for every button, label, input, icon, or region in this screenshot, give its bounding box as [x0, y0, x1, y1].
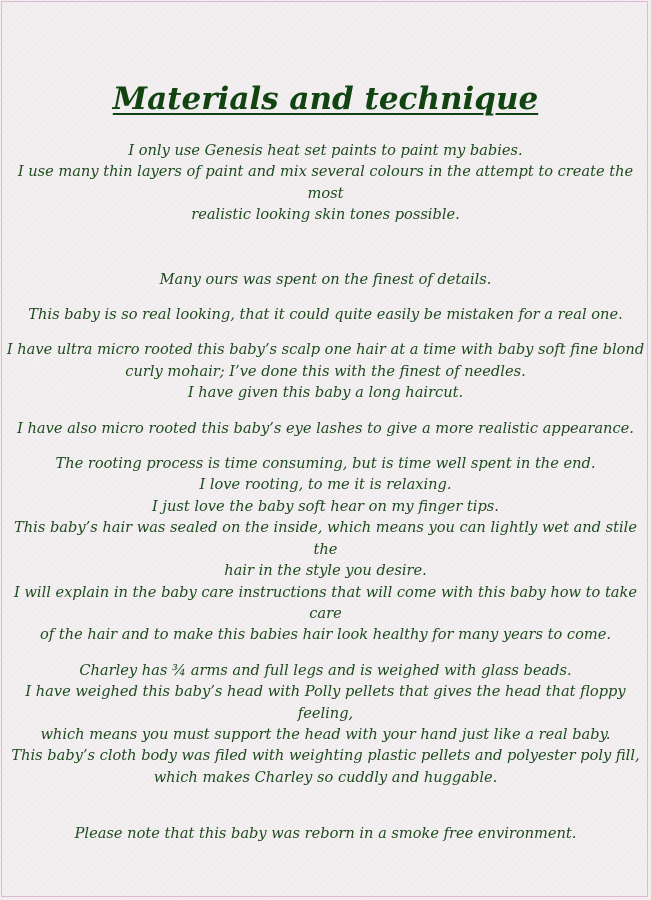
paragraph-line: I use many thin layers of paint and mix several colours in the attempt to create the most: [17, 163, 634, 202]
realism-paragraph: [6, 304, 645, 325]
paragraph-line: The rooting process is time consuming, but is time well spent in the end.: [55, 455, 596, 473]
page-title: Materials and technique: [112, 81, 539, 117]
paragraph-line: I just love the baby soft hear on my finger tips.: [152, 497, 499, 515]
paragraph-line: I have also micro rooted this baby’s eye lashes to give a more realistic appearance.: [17, 419, 634, 437]
scalp-rooting-paragraph: [6, 339, 645, 403]
rooting-process-paragraph: [6, 453, 645, 646]
paragraph-line: I only use Genesis heat set paints to paint my babies.: [128, 142, 523, 159]
body-weighting-paragraph: [6, 660, 645, 788]
document-body: [6, 0, 645, 845]
paragraph-line: which means you must support the head with your hand just like a real baby.: [40, 725, 611, 743]
paragraph-line: I love rooting, to me it is relaxing.: [199, 476, 452, 494]
paragraph-line: Charley has ¾ arms and full legs and is weighed with glass beads.: [79, 661, 572, 679]
paragraph-line: curly mohair; I’ve done this with the finest of needles.: [125, 362, 526, 380]
paragraph-line: Many ours was spent on the finest of details.: [159, 270, 492, 288]
smoke-free-note: [6, 823, 645, 844]
paragraph-line: I have weighed this baby’s head with Polly pellets that gives the head that floppy feeling,: [25, 683, 626, 722]
details-paragraph: [6, 269, 645, 290]
paragraph-line: This baby is so real looking, that it could quite easily be mistaken for a real one.: [28, 306, 623, 324]
paragraph-line: I will explain in the baby care instructions that will come with this baby how to take care: [14, 583, 637, 622]
paints-paragraph: [6, 140, 645, 226]
paragraph-line: This baby’s hair was sealed on the inside, which means you can lightly wet and stile the: [14, 519, 637, 558]
paragraph-line: This baby’s cloth body was filed with weighting plastic pellets and polyester poly fill,: [11, 747, 640, 765]
eyelash-paragraph: [6, 418, 645, 439]
paragraph-line: realistic looking skin tones possible.: [191, 206, 460, 224]
paragraph-line: Please note that this baby was reborn in a smoke free environment.: [74, 825, 577, 843]
paragraph-line: I have given this baby a long haircut.: [187, 384, 464, 402]
paragraph-line: hair in the style you desire.: [224, 562, 427, 580]
paragraph-line: of the hair and to make this babies hair look healthy for many years to come.: [40, 626, 611, 644]
paragraph-line: which makes Charley so cuddly and huggable.: [153, 768, 498, 786]
paragraph-line: I have ultra micro rooted this baby’s scalp one hair at a time with baby soft fine blond: [6, 341, 645, 359]
